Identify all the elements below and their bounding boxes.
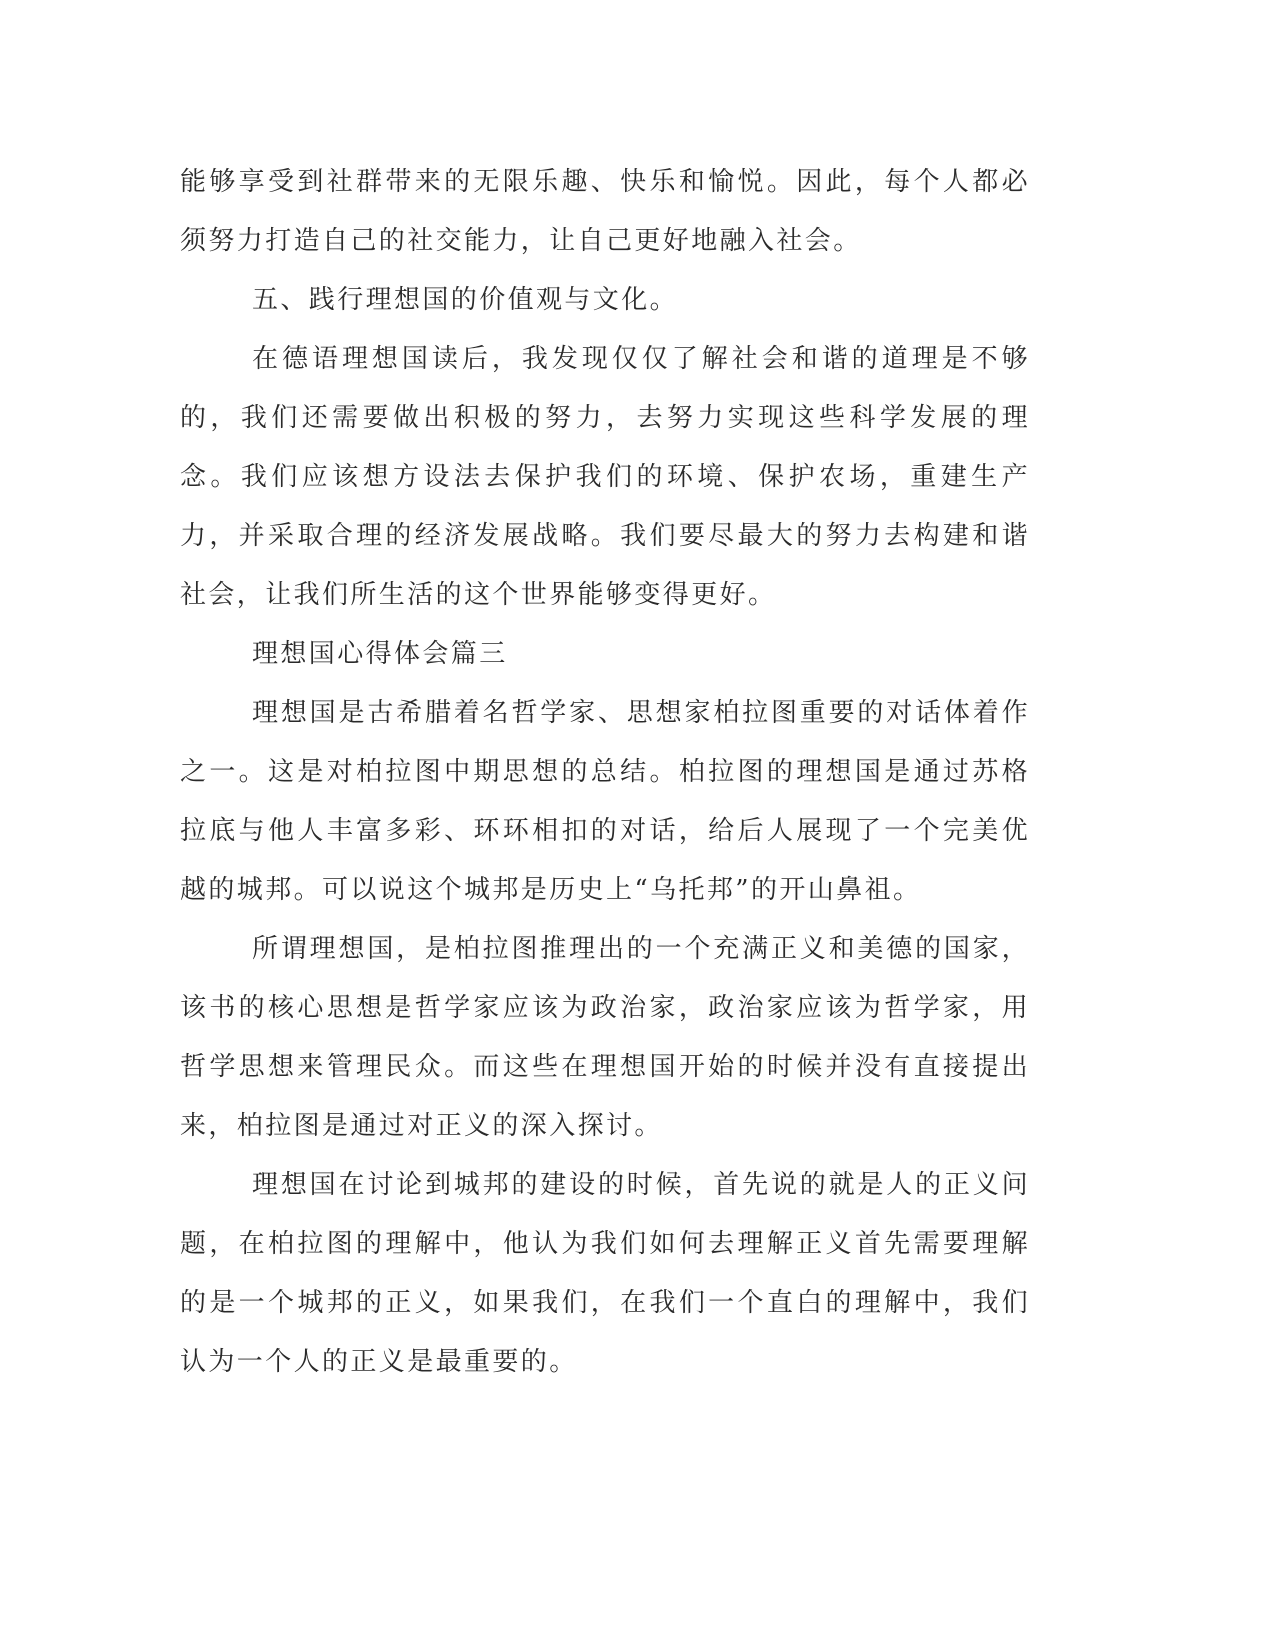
paragraph: 理想国在讨论到城邦的建设的时候，首先说的就是人的正义问题，在柏拉图的理解中，他认为我们如何去理解正义首先需要理解的是一个城邦的正义，如果我们，在我们一个直白的理解中，我们认为一个人的正义是最重要的。 [180,1170,1030,1377]
paragraph: 理想国是古希腊着名哲学家、思想家柏拉图重要的对话体着作之一。这是对柏拉图中期思想的总结。柏拉图的理想国是通过苏格拉底与他人丰富多彩、环环相扣的对话，给后人展现了一个完美优越的城邦。可以说这个城邦是历史上“乌托邦”的开山鼻祖。 [180,698,1030,905]
paragraph: 在德语理想国读后，我发现仅仅了解社会和谐的道理是不够的，我们还需要做出积极的努力，去努力实现这些科学发展的理念。我们应该想方设法去保护我们的环境、保护农场，重建生产力，并采取合理的经济发展战略。我们要尽最大的努力去构建和谐社会，让我们所生活的这个世界能够变得更好。 [180,344,1030,610]
paragraph-continuation: 能够享受到社群带来的无限乐趣、快乐和愉悦。因此，每个人都必须努力打造自己的社交能力，让自己更好地融入社会。 [180,167,1030,256]
chapter-title: 理想国心得体会篇三 [252,639,508,669]
document-body [180,153,1030,1392]
paragraph: 所谓理想国，是柏拉图推理出的一个充满正义和美德的国家，该书的核心思想是哲学家应该为政治家，政治家应该为哲学家，用哲学思想来管理民众。而这些在理想国开始的时候并没有直接提出来，柏拉图是通过对正义的深入探讨。 [180,934,1030,1141]
section-heading-five: 五、践行理想国的价值观与文化。 [252,285,679,315]
